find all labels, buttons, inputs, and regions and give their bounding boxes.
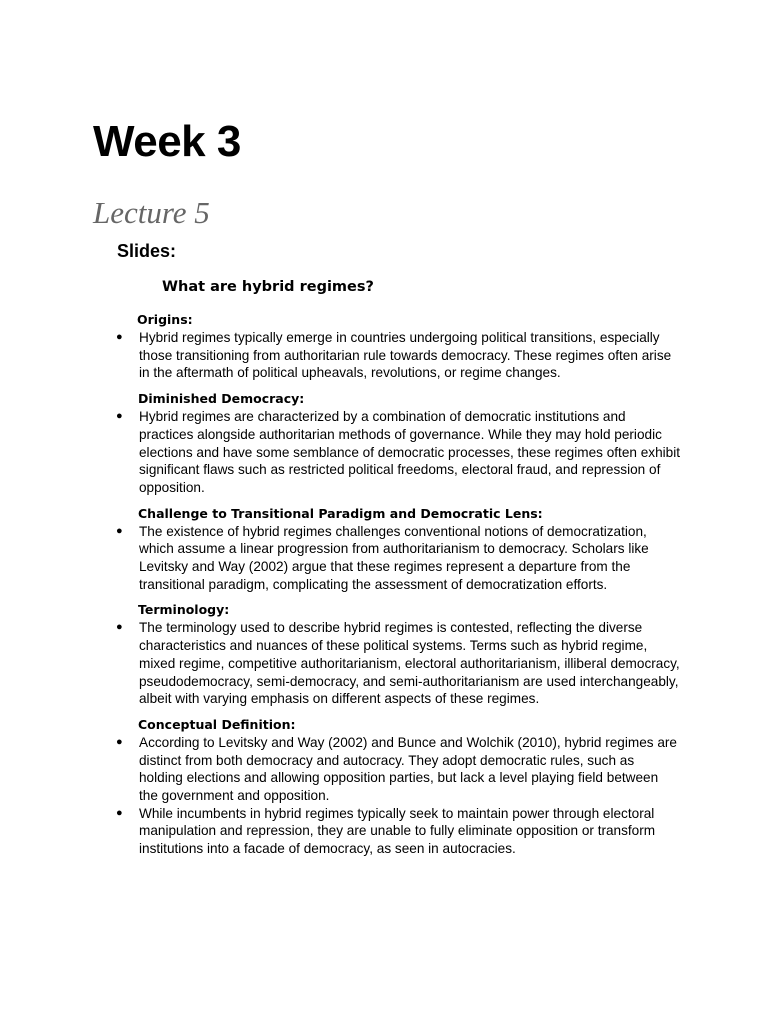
bullet-icon: ●	[116, 331, 123, 343]
bullet-icon: ●	[116, 524, 123, 537]
bullet-text: Hybrid regimes are characterized by a combination of democratic institutions and practices alongside authoritarian methods of governance. While they may hold periodic elections and have some semblance of democratic processes, these regimes often exhibit significant flaws such as restricted political freedoms, electoral fraud, and repression of opposition.	[139, 409, 681, 495]
list-item	[115, 734, 680, 805]
section-heading: Diminished Democracy:	[138, 391, 305, 407]
section	[115, 390, 680, 497]
list-item	[115, 805, 680, 858]
section	[115, 311, 680, 382]
section	[115, 601, 680, 708]
page-title: Week 3	[93, 117, 241, 166]
bullet-list	[115, 329, 680, 382]
list-item	[115, 408, 680, 497]
bullet-list	[115, 619, 680, 708]
bullet-list	[115, 734, 680, 858]
bullet-text: The existence of hybrid regimes challenges conventional notions of democratization, which assume a linear progression from authoritarianism to democracy. Scholars like Levitsky and Way (2002) argue that these regimes represent a departure from the transitional paradigm, complicating the assessment of democratization efforts.	[139, 523, 649, 592]
bullet-icon: ●	[116, 410, 123, 423]
question-heading: What are hybrid regimes?	[162, 279, 374, 295]
bullet-icon: ●	[116, 735, 123, 748]
bullet-text: Hybrid regimes typically emerge in countries undergoing political transitions, especially those transitioning from authoritarian rule towards democracy. These regimes often arise in the aftermath of political upheavals, revolutions, or regime changes.	[139, 330, 672, 381]
bullet-text: While incumbents in hybrid regimes typically seek to maintain power through electoral manipulation and repression, they are unable to fully eliminate opposition or transform institutions into a facade of democracy, as seen in autocracies.	[139, 805, 656, 857]
bullet-icon: ●	[116, 806, 123, 819]
lecture-subtitle: Lecture 5	[93, 195, 210, 230]
sections-container	[115, 311, 680, 866]
section-heading: Origins:	[137, 312, 193, 327]
bullet-icon: ●	[116, 621, 123, 634]
bullet-text: According to Levitsky and Way (2002) and Bunce and Wolchik (2010), hybrid regimes are distinct from both democracy and autocracy. They adopt democratic rules, such as holding elections and allowing opposition parties, but lack a level playing field between the government and opposition.	[139, 734, 677, 804]
list-item	[115, 619, 680, 708]
bullet-list	[115, 523, 680, 594]
section	[115, 716, 680, 858]
section-heading: Conceptual Definition:	[138, 716, 296, 732]
section	[115, 505, 680, 594]
section-heading: Terminology:	[138, 602, 230, 618]
list-item	[115, 329, 680, 382]
bullet-list	[115, 408, 680, 497]
section-heading: Challenge to Transitional Paradigm and Democratic Lens:	[138, 505, 543, 521]
list-item	[115, 523, 680, 594]
bullet-text: The terminology used to describe hybrid regimes is contested, reflecting the diverse characteristics and nuances of these political systems. Terms such as hybrid regime, mixed regime, competitive authoritarianism, electoral authoritarianism, illiberal democracy, pseudodemocracy, semi-democracy, and semi-authoritarianism are used interchangeably, albeit with varying emphasis on different aspects of these regimes.	[139, 620, 680, 707]
slides-heading: Slides:	[117, 241, 177, 261]
